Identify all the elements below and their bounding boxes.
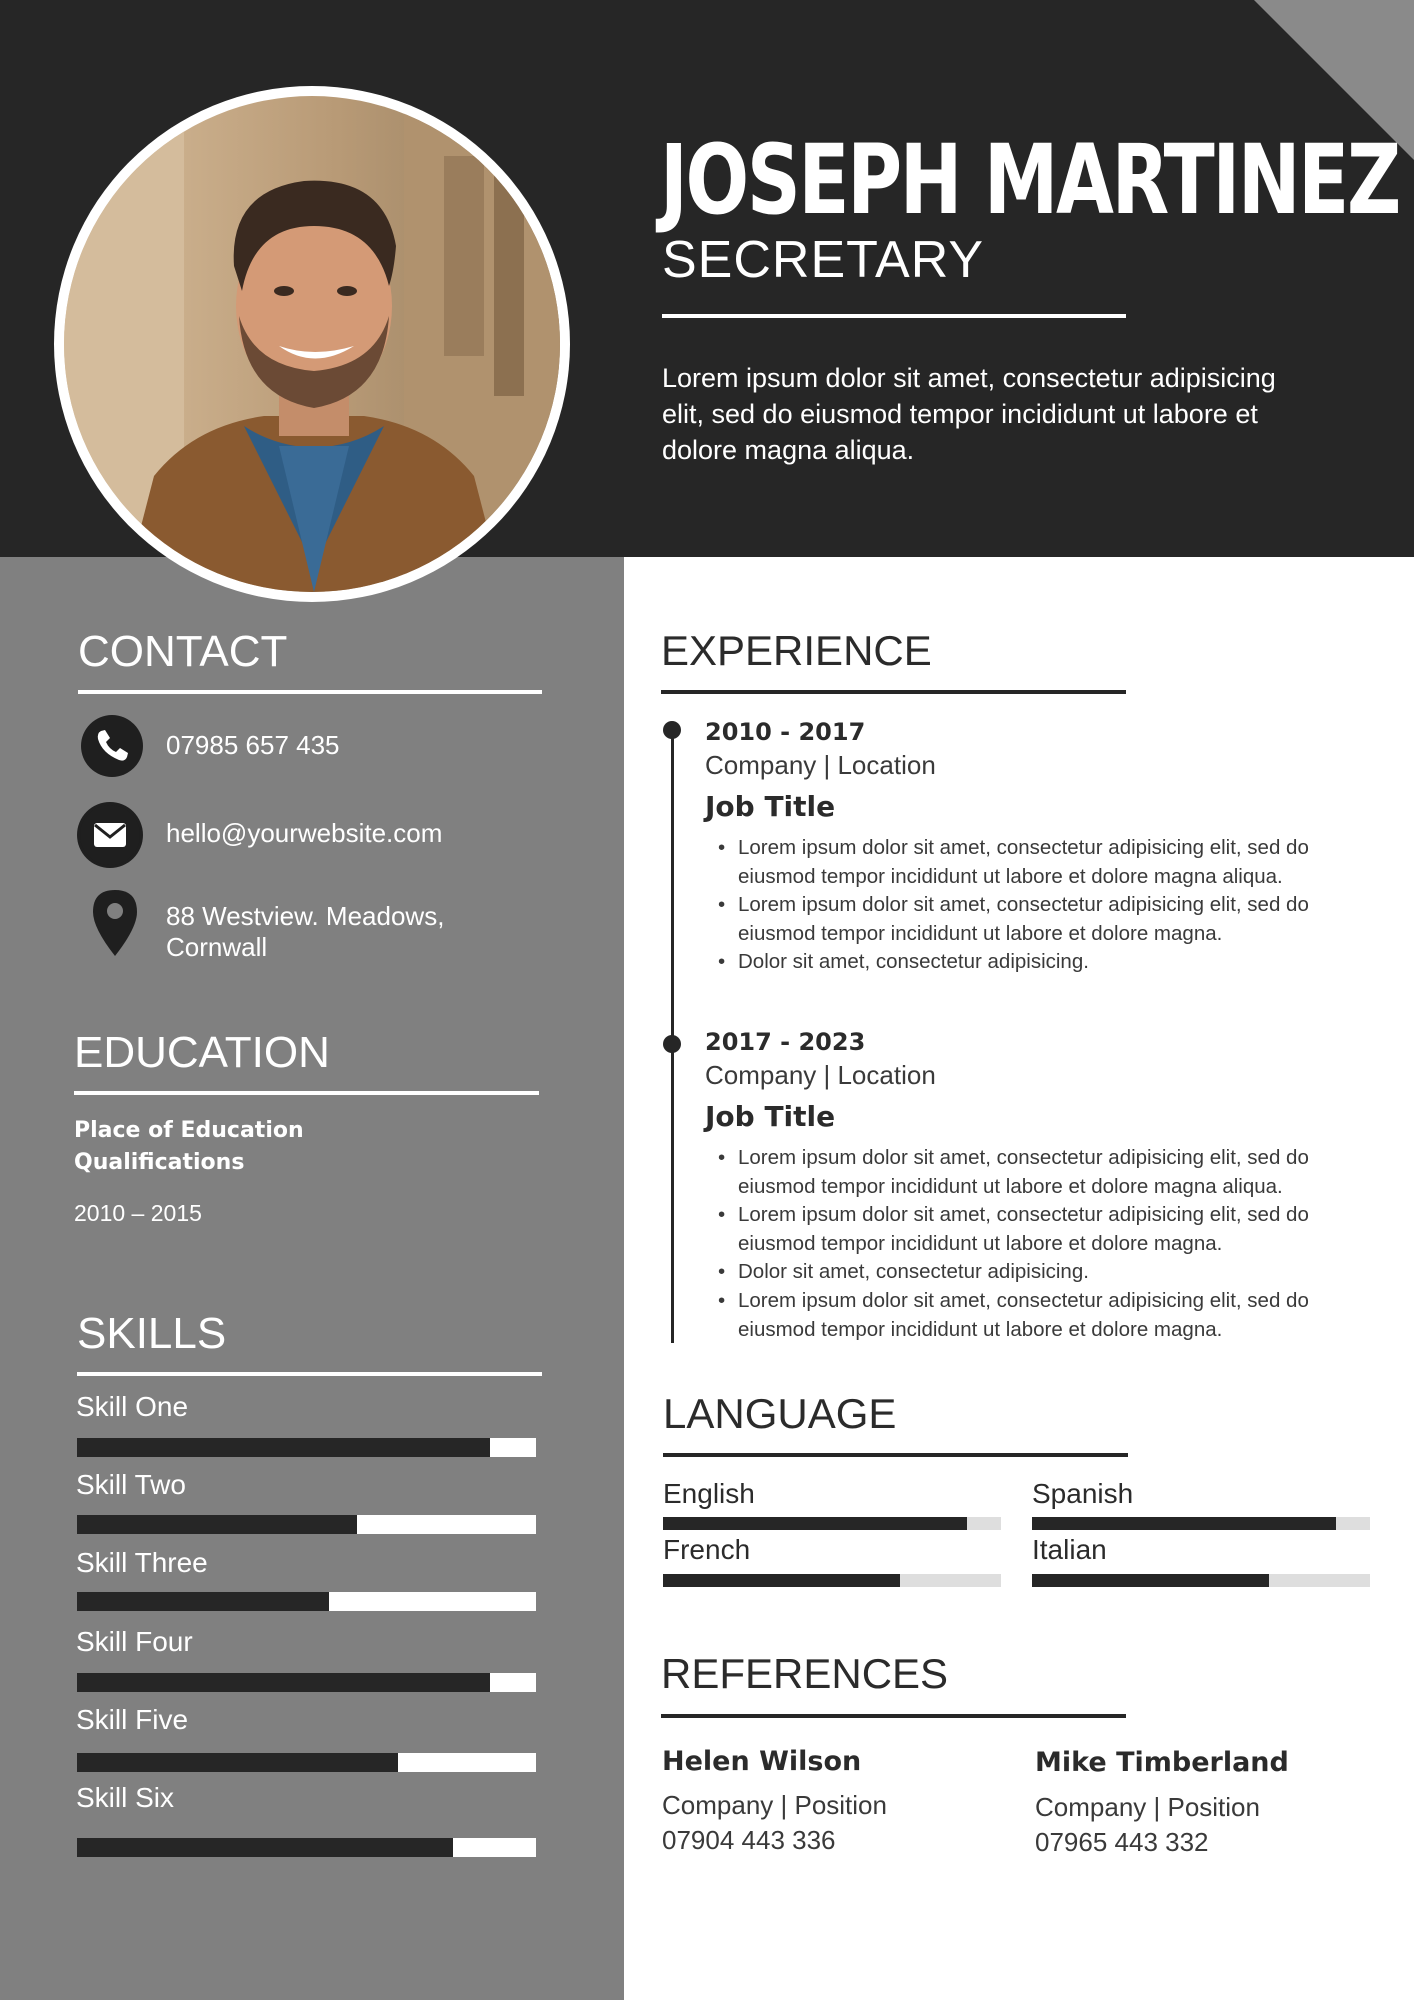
contact-address-line1: 88 Westview. Meadows, [166, 901, 445, 931]
location-pin-icon [89, 888, 141, 958]
skill-bar-fill [77, 1838, 453, 1857]
education-divider [74, 1091, 539, 1095]
education-heading: EDUCATION [74, 1028, 330, 1077]
job-title: Job Title [705, 1100, 836, 1133]
profile-photo-image [64, 96, 560, 592]
job-duties [718, 834, 1338, 977]
skill-bar-fill [77, 1515, 357, 1534]
references-divider [661, 1714, 1126, 1718]
language-label: Italian [1032, 1534, 1107, 1565]
language-bar-fill [1032, 1574, 1269, 1587]
job-duty: • Lorem ipsum dolor sit amet, consectetur adipisicing elit, sed do eiusmod tempor incididunt ut labore et dolore magna. [718, 1287, 1338, 1344]
reference-phone: 07965 443 332 [1035, 1827, 1209, 1857]
job-duties [718, 1144, 1338, 1344]
job-duty: • Dolor sit amet, consectetur adipisicing. [718, 1258, 1338, 1287]
language-bar [1032, 1517, 1370, 1530]
email-icon [77, 802, 143, 868]
reference-company: Company | Position [662, 1790, 887, 1820]
timeline-dot [663, 721, 681, 739]
job-company: Company | Location [705, 1060, 936, 1090]
skill-label: Skill One [76, 1391, 189, 1422]
skill-bar [77, 1438, 536, 1457]
language-bar [663, 1517, 1001, 1530]
job-years: 2010 - 2017 [705, 718, 866, 746]
reference-company: Company | Position [1035, 1792, 1260, 1822]
job-duty: • Lorem ipsum dolor sit amet, consectetur adipisicing elit, sed do eiusmod tempor incididunt ut labore et dolore magna aliqua. [718, 1144, 1338, 1201]
language-bar [663, 1574, 1001, 1587]
language-label: Spanish [1032, 1478, 1134, 1509]
skill-label: Skill Six [76, 1782, 175, 1813]
job-years: 2017 - 2023 [705, 1028, 866, 1056]
contact-address-line2: Cornwall [166, 932, 268, 962]
contact-heading: CONTACT [78, 627, 288, 676]
experience-divider [661, 690, 1126, 694]
contact-phone: 07985 657 435 [166, 730, 340, 760]
job-company: Company | Location [705, 750, 936, 780]
skills-divider [77, 1372, 542, 1376]
skill-bar-fill [77, 1753, 398, 1772]
language-label: English [663, 1478, 755, 1509]
skill-bar [77, 1515, 536, 1534]
profile-photo [54, 86, 570, 602]
language-divider [663, 1453, 1128, 1457]
references-heading: REFERENCES [661, 1650, 949, 1697]
skill-label: Skill Five [76, 1704, 189, 1735]
job-duty: • Lorem ipsum dolor sit amet, consectetur adipisicing elit, sed do eiusmod tempor incididunt ut labore et dolore magna aliqua. [718, 834, 1338, 891]
language-label: French [663, 1534, 751, 1565]
skill-bar [77, 1673, 536, 1692]
job-duty: • Dolor sit amet, consectetur adipisicing. [718, 948, 1338, 977]
job-title: Job Title [705, 790, 836, 823]
language-bar [1032, 1574, 1370, 1587]
job-duty: • Lorem ipsum dolor sit amet, consectetur adipisicing elit, sed do eiusmod tempor incididunt ut labore et dolore magna. [718, 1201, 1338, 1258]
skill-label: Skill Three [76, 1547, 208, 1578]
candidate-role: SECRETARY [662, 231, 985, 289]
reference-phone: 07904 443 336 [662, 1825, 836, 1855]
candidate-name: JOSEPH MARTINEZ [660, 124, 1399, 236]
skill-bar-fill [77, 1438, 490, 1457]
skill-bar [77, 1592, 536, 1611]
skills-heading: SKILLS [77, 1309, 227, 1358]
phone-icon [81, 715, 143, 777]
timeline-dot [663, 1035, 681, 1053]
language-bar-fill [1032, 1517, 1336, 1530]
skill-label: Skill Four [76, 1626, 193, 1657]
education-place-name: Place of Education [74, 1118, 304, 1143]
reference-name: Mike Timberland [1035, 1747, 1289, 1778]
job-duty: • Lorem ipsum dolor sit amet, consectetur adipisicing elit, sed do eiusmod tempor incididunt ut labore et dolore magna. [718, 891, 1338, 948]
experience-heading: EXPERIENCE [661, 627, 932, 674]
skill-bar-fill [77, 1673, 490, 1692]
profile-summary: Lorem ipsum dolor sit amet, consectetur adipisicing elit, sed do eiusmod tempor incididunt ut labore et dolore magna aliqua. [662, 363, 1276, 465]
education-years: 2010 – 2015 [74, 1200, 202, 1226]
skill-bar [77, 1838, 536, 1857]
contact-divider [78, 690, 542, 694]
skill-bar [77, 1753, 536, 1772]
language-bar-fill [663, 1574, 900, 1587]
reference-name: Helen Wilson [662, 1746, 862, 1777]
header-divider [662, 314, 1126, 318]
education-qualifications: Qualifications [74, 1150, 245, 1175]
contact-email: hello@yourwebsite.com [166, 818, 443, 848]
language-heading: LANGUAGE [663, 1390, 897, 1437]
skill-bar-fill [77, 1592, 329, 1611]
skill-label: Skill Two [76, 1469, 186, 1500]
education-place [74, 1115, 304, 1179]
language-bar-fill [663, 1517, 967, 1530]
